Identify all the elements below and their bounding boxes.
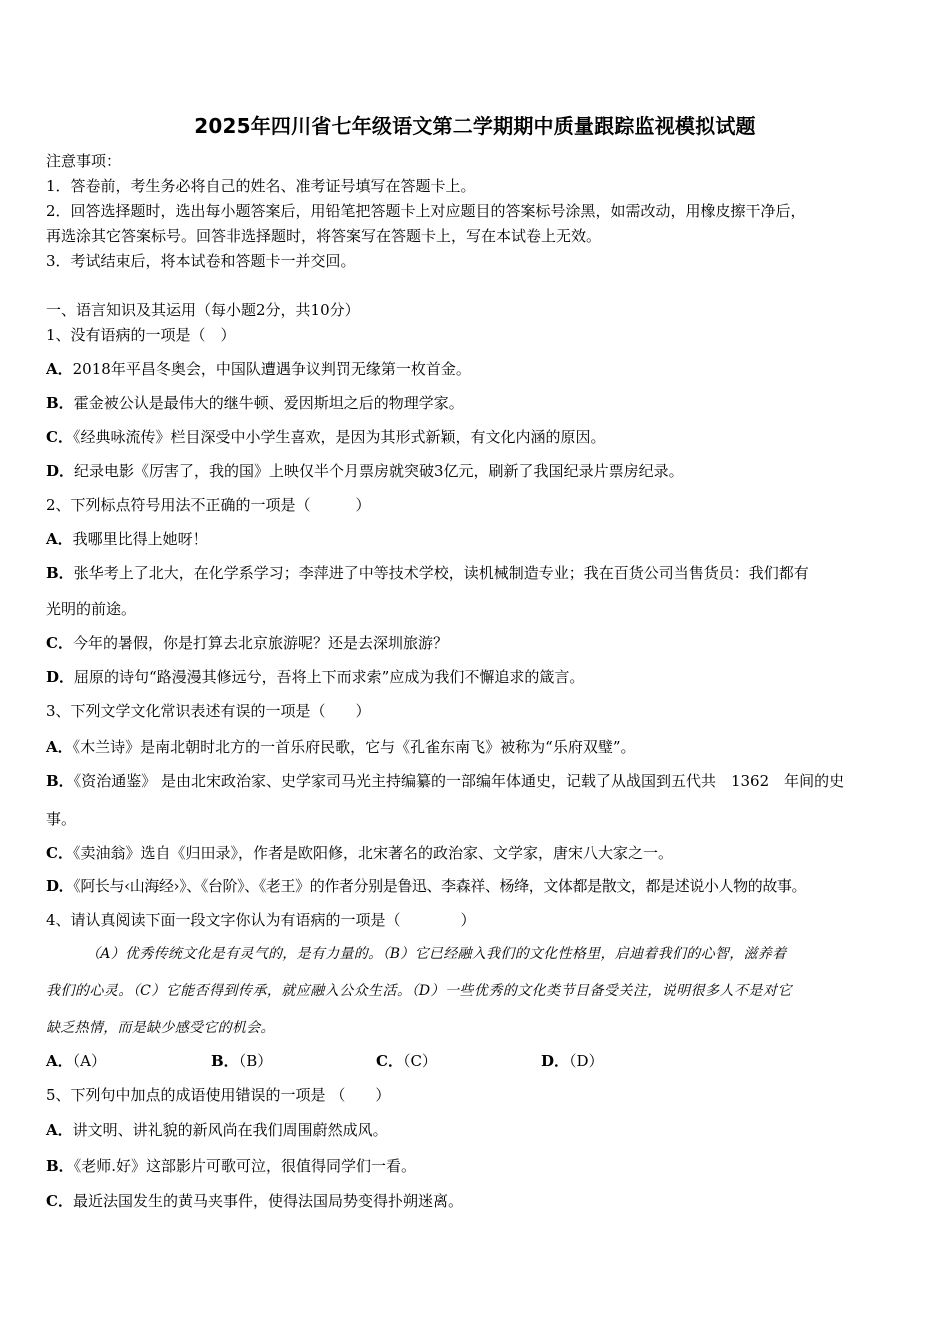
question-1-option-a: [46, 358, 471, 380]
option-text: 最近法国发生的黄马夹事件，使得法国局势变得扑朔迷离。: [72, 1192, 463, 1210]
question-1-stem: 1、没有语病的一项是（ ）: [46, 326, 236, 344]
option-text: 2018年平昌冬奥会，中国队遭遇争议判罚无缘第一枚首金。: [72, 360, 471, 378]
question-5-option-a: [46, 1119, 388, 1141]
option-text: 霍金被公认是最伟大的继牛顿、爱因斯坦之后的物理学家。: [73, 394, 464, 412]
option-label: D．: [46, 668, 75, 686]
section-heading: 一、语言知识及其运用（每小题2分，共10分）: [46, 301, 360, 319]
option-label: B．: [46, 394, 74, 412]
option-label: D．: [541, 1052, 570, 1070]
note-3: 3．考试结束后，将本试卷和答题卡一并交回。: [46, 252, 356, 270]
question-4-passage-line-1: （A）优秀传统文化是有灵气的，是有力量的。（B）它已经融入我们的文化性格里，启迪着我们的心智，滋养着: [86, 946, 787, 962]
notes-heading: 注意事项：: [46, 152, 122, 170]
option-text: 纪录电影《厉害了，我的国》上映仅半个月票房就突破3亿元，刷新了我国纪录片票房纪录。: [74, 462, 684, 480]
option-label: A．: [46, 1121, 73, 1139]
option-label: B．: [46, 564, 74, 582]
option-label: A．: [46, 738, 73, 756]
question-2-option-d: [46, 666, 584, 688]
question-2-option-b-line-1: [46, 562, 809, 584]
option-text: （C）: [402, 1052, 437, 1070]
page-title: 2025年四川省七年级语文第二学期期中质量跟踪监视模拟试题: [194, 114, 756, 138]
option-text: （B）: [238, 1052, 273, 1070]
question-5-option-b: [46, 1155, 416, 1177]
option-label: D．: [46, 462, 75, 480]
option-text: 屈原的诗句“路漫漫其修远兮，吾将上下而求索”应成为我们不懈追求的箴言。: [74, 668, 585, 686]
option-text: 讲文明、讲礼貌的新风尚在我们周围蔚然成风。: [72, 1121, 388, 1139]
question-3-option-d: [46, 875, 806, 897]
question-3-option-c: [46, 842, 673, 864]
note-2-line-2: 再选涂其它答案标号。回答非选择题时，将答案写在答题卡上，写在本试卷上无效。: [46, 227, 602, 245]
question-4-stem: 4、请认真阅读下面一段文字你认为有语病的一项是（ ）: [46, 911, 476, 929]
option-text: （D）: [569, 1052, 604, 1070]
option-label: B．: [211, 1052, 239, 1070]
question-2-stem: 2、下列标点符号用法不正确的一项是（ ）: [46, 496, 371, 514]
question-5-stem: 5、下列句中加点的成语使用错误的一项是 （ ）: [46, 1086, 391, 1104]
question-1-option-c: [46, 426, 605, 448]
question-3-option-b-line-2: 事。: [46, 810, 77, 828]
option-text: 张华考上了北大，在化学系学习；李萍进了中等技术学校，读机械制造专业；我在百货公司当售货员：我们都有: [73, 564, 809, 582]
option-label: B．: [46, 772, 74, 790]
question-4-option-a: [46, 1050, 106, 1072]
question-3-option-a: [46, 736, 635, 758]
question-2-option-a: [46, 528, 208, 550]
question-3-option-b-line-1: [46, 770, 844, 792]
option-label: A．: [46, 1052, 73, 1070]
option-text: （A）: [72, 1052, 106, 1070]
option-label: C．: [46, 1192, 73, 1210]
option-text: 我哪里比得上她呀！: [72, 530, 208, 548]
question-4-passage-line-2: 我们的心灵。（C）它能否得到传承，就应融入公众生活。（D）一些优秀的文化类节目备受关注，说明很多人不是对它: [46, 983, 792, 999]
option-label: D．: [46, 877, 74, 895]
question-2-option-b-line-2: 光明的前途。: [46, 600, 137, 618]
option-text: 《木兰诗》是南北朝时北方的一首乐府民歌，它与《孔雀东南飞》被称为“乐府双璧”。: [72, 738, 636, 756]
question-4-option-d: [541, 1050, 604, 1072]
question-5-option-c: [46, 1190, 463, 1212]
option-text: 《资治通鉴》 是由北宋政治家、史学家司马光主持编纂的一部编年体通史，记载了从战国到五代共 1362 年间的史: [73, 772, 845, 790]
question-1-option-b: [46, 392, 464, 414]
question-4-passage-line-3: 缺乏热情，而是缺少感受它的机会。: [46, 1020, 275, 1036]
option-text: 《卖油翁》选自《归田录》，作者是欧阳修，北宋著名的政治家、文学家，唐宋八大家之一。: [72, 844, 673, 862]
option-text: 《老师.好》这部影片可歌可泣，很值得同学们一看。: [73, 1157, 416, 1175]
question-3-stem: 3、下列文学文化常识表述有误的一项是（ ）: [46, 702, 371, 720]
note-1: 1．答卷前，考生务必将自己的姓名、准考证号填写在答题卡上。: [46, 177, 476, 195]
option-label: C．: [46, 634, 73, 652]
option-label: B．: [46, 1157, 74, 1175]
option-label: C．: [376, 1052, 403, 1070]
question-4-option-b: [211, 1050, 272, 1072]
option-label: C．: [46, 844, 73, 862]
question-4-option-c: [376, 1050, 437, 1072]
option-text: 《经典咏流传》栏目深受中小学生喜欢，是因为其形式新颖，有文化内涵的原因。: [72, 428, 606, 446]
option-label: A．: [46, 530, 73, 548]
question-1-option-d: [46, 460, 684, 482]
option-text: 今年的暑假，你是打算去北京旅游呢？还是去深圳旅游？: [72, 634, 448, 652]
option-label: A．: [46, 360, 73, 378]
question-2-option-c: [46, 632, 448, 654]
note-2-line-1: 2．回答选择题时，选出每小题答案后，用铅笔把答题卡上对应题目的答案标号涂黑，如需改动，用橡皮擦干净后，: [46, 202, 806, 220]
option-label: C．: [46, 428, 73, 446]
option-text: 《阿长与‹山海经›》、《台阶》、《老王》的作者分别是鲁迅、李森祥、杨绛，文体都是散文，都是述说小人物的故事。: [73, 877, 807, 895]
